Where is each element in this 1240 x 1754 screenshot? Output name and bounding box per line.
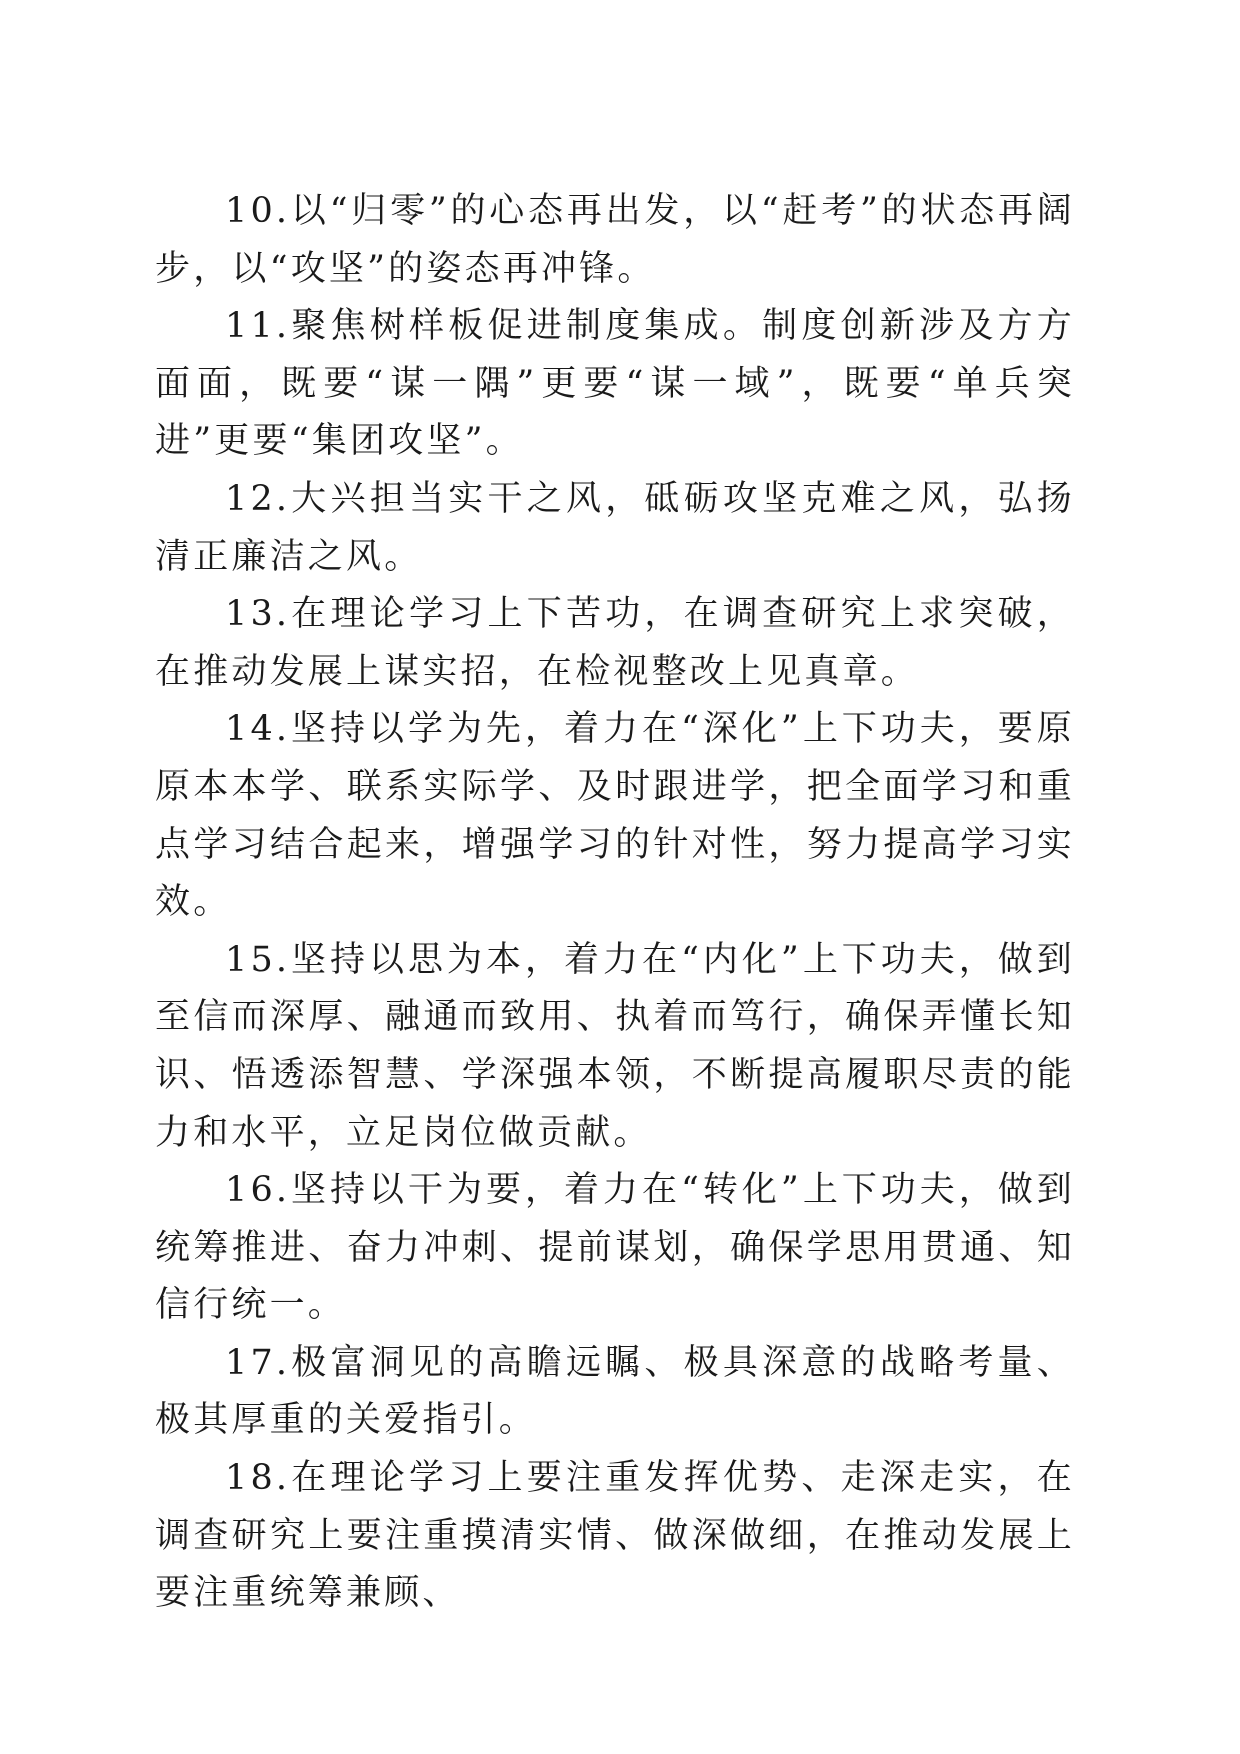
paragraph-14: 14.坚持以学为先，着力在“深化”上下功夫，要原原本本学、联系实际学、及时跟进学，把全面学习和重点学习结合起来，增强学习的针对性，努力提高学习实效。 bbox=[155, 709, 1075, 923]
paragraph-16: 16.坚持以干为要，着力在“转化”上下功夫，做到统筹推进、奋力冲刺、提前谋划，确保学思用贯通、知信行统一。 bbox=[155, 1170, 1075, 1326]
paragraph-13: 13.在理论学习上下苦功，在调查研究上求突破，在推动发展上谋实招，在检视整改上见真章。 bbox=[155, 594, 1075, 692]
paragraph-17: 17.极富洞见的高瞻远瞩、极具深意的战略考量、极其厚重的关爱指引。 bbox=[155, 1342, 1075, 1441]
paragraph-18: 18.在理论学习上要注重发挥优势、走深走实，在调查研究上要注重摸清实情、做深做细，在推动发展上要注重统筹兼顾、 bbox=[155, 1458, 1075, 1614]
paragraph-12: 12.大兴担当实干之风，砥砺攻坚克难之风，弘扬清正廉洁之风。 bbox=[155, 478, 1075, 577]
paragraph-15: 15.坚持以思为本，着力在“内化”上下功夫，做到至信而深厚、融通而致用、执着而笃行，确保弄懂长知识、悟透添智慧、学深强本领，不断提高履职尽责的能力和水平，立足岗位做贡献。 bbox=[155, 939, 1075, 1153]
paragraph-10: 10.以“归零”的心态再出发，以“赶考”的状态再阔步，以“攻坚”的姿态再冲锋。 bbox=[155, 191, 1075, 289]
document-body bbox=[155, 183, 1075, 1623]
paragraph-11: 11.聚焦树样板促进制度集成。制度创新涉及方方面面，既要“谋一隅”更要“谋一域”，既要“单兵突进”更要“集团攻坚”。 bbox=[155, 306, 1075, 462]
